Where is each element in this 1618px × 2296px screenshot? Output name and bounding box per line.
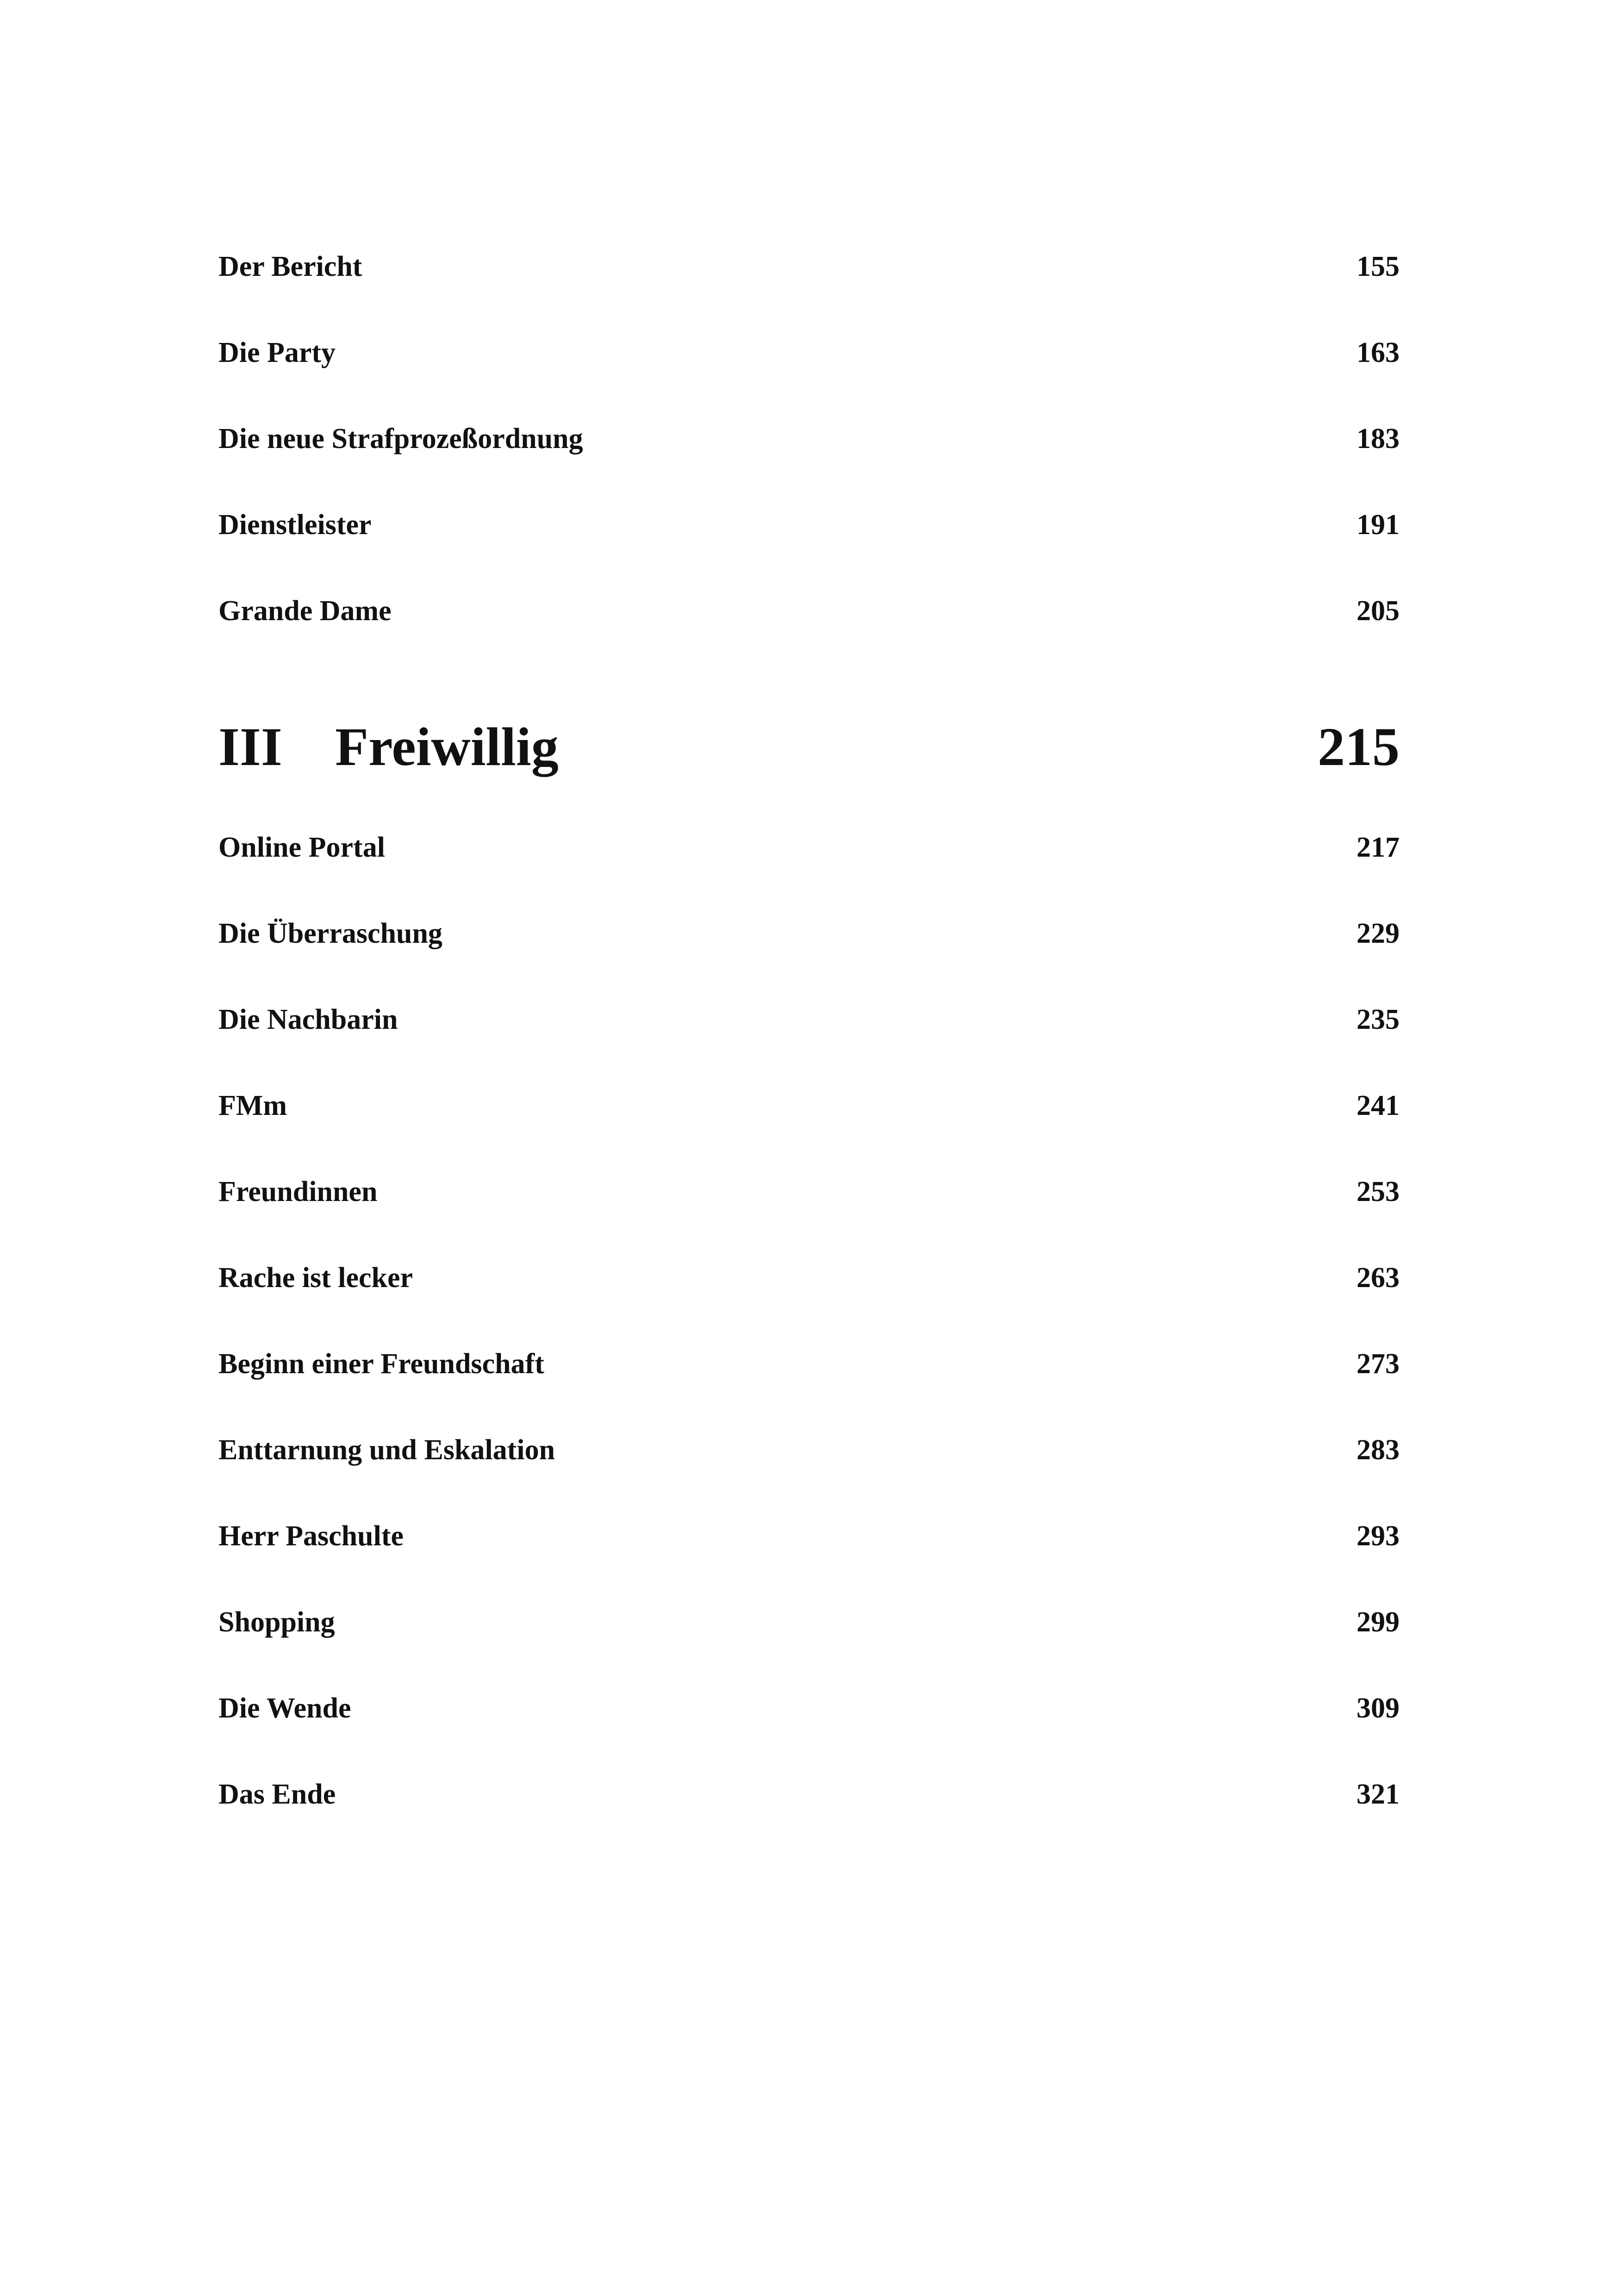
toc-entry-title: Online Portal (218, 832, 385, 863)
toc-entry-page: 241 (1357, 1090, 1400, 1121)
toc-entry-page: 283 (1357, 1434, 1400, 1466)
toc-entry[interactable] (218, 1522, 1400, 1608)
toc-entry-page: 263 (1357, 1262, 1400, 1294)
toc-entry-title: Rache ist lecker (218, 1262, 413, 1294)
toc-entry-title: Die Nachbarin (218, 1004, 398, 1035)
toc-list-part-ii (218, 252, 1400, 683)
toc-entry-title: Freundinnen (218, 1176, 378, 1207)
toc-entry-page: 253 (1357, 1176, 1400, 1207)
toc-entry-page: 235 (1357, 1004, 1400, 1035)
toc-entry-page: 321 (1357, 1779, 1400, 1810)
toc-entry-page: 183 (1357, 423, 1400, 454)
toc-entry-page: 191 (1357, 509, 1400, 541)
toc-entry-title: Die Wende (218, 1692, 351, 1724)
toc-entry[interactable] (218, 510, 1400, 597)
toc-entry[interactable] (218, 1350, 1400, 1436)
toc-entry-page: 217 (1357, 832, 1400, 863)
toc-entry-title: Beginn einer Freundschaft (218, 1348, 544, 1380)
toc-entry[interactable] (218, 597, 1400, 683)
toc-list-part-iii (218, 833, 1400, 1866)
toc-entry-page: 163 (1357, 337, 1400, 368)
toc-entry[interactable] (218, 338, 1400, 424)
toc-entry-title: Herr Paschulte (218, 1520, 404, 1552)
toc-entry[interactable] (218, 1263, 1400, 1350)
toc-entry[interactable] (218, 1177, 1400, 1263)
toc-entry-page: 205 (1357, 595, 1400, 627)
toc-entry-title: Shopping (218, 1606, 335, 1638)
toc-entry-page: 229 (1357, 918, 1400, 949)
part-title: Freiwillig (335, 716, 559, 777)
toc-entry[interactable] (218, 252, 1400, 338)
part-page: 215 (1318, 716, 1400, 777)
toc-entry-title: FMm (218, 1090, 287, 1121)
toc-entry-title: Die Party (218, 337, 336, 368)
toc-entry-page: 309 (1357, 1692, 1400, 1724)
part-heading[interactable] (218, 716, 1400, 777)
toc-entry-page: 273 (1357, 1348, 1400, 1380)
toc-entry[interactable] (218, 833, 1400, 919)
toc-entry-title: Enttarnung und Eskalation (218, 1434, 555, 1466)
toc-entry-title: Das Ende (218, 1779, 336, 1810)
toc-entry[interactable] (218, 1005, 1400, 1091)
part-heading-left (218, 716, 559, 777)
toc-entry[interactable] (218, 1780, 1400, 1866)
toc-entry-page: 299 (1357, 1606, 1400, 1638)
toc-entry[interactable] (218, 424, 1400, 510)
toc-entry-page: 293 (1357, 1520, 1400, 1552)
toc-entry[interactable] (218, 1694, 1400, 1780)
toc-entry-page: 155 (1357, 251, 1400, 282)
toc-entry-title: Dienstleister (218, 509, 372, 541)
part-number: III (218, 716, 282, 777)
toc-entry-title: Die neue Strafprozeßordnung (218, 423, 583, 454)
toc-entry-title: Die Überraschung (218, 918, 442, 949)
toc-entry[interactable] (218, 1608, 1400, 1694)
toc-entry-title: Grande Dame (218, 595, 392, 627)
toc-entry[interactable] (218, 1091, 1400, 1177)
toc-entry[interactable] (218, 919, 1400, 1005)
toc-entry[interactable] (218, 1436, 1400, 1522)
toc-entry-title: Der Bericht (218, 251, 362, 282)
